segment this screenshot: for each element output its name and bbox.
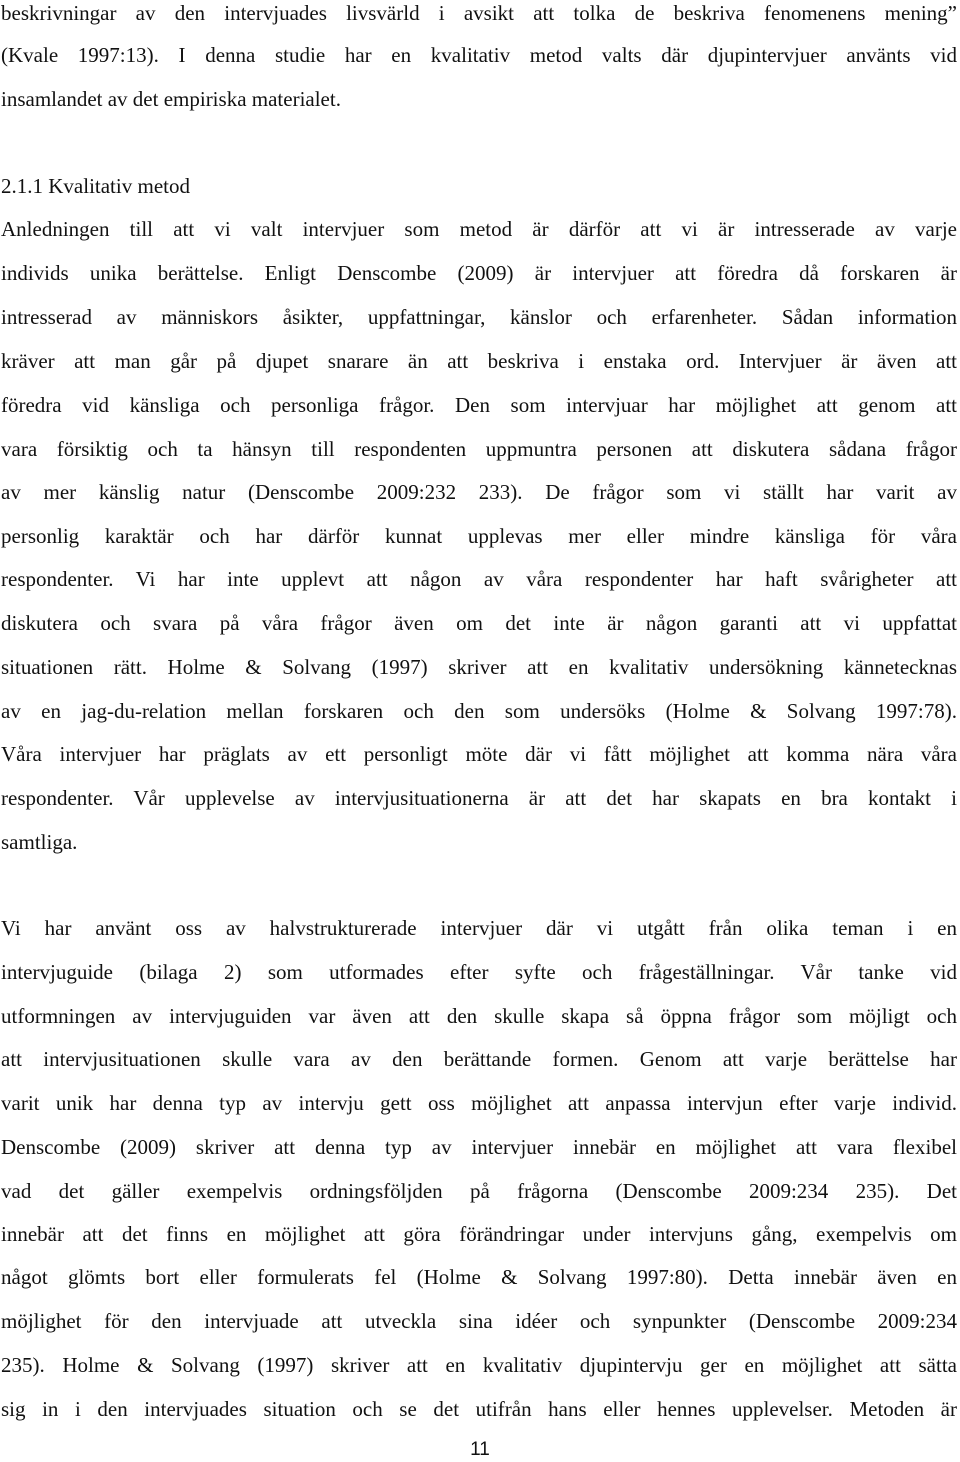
text-line: 235). Holme & Solvang (1997) skriver att en kvalitativ djupintervju ger en möjlighet att sätta <box>1 1353 957 1377</box>
text-line: varit unik har denna typ av intervju gett oss möjlighet att anpassa intervjun efter varje individ. <box>1 1091 957 1115</box>
text-line: Vi har använt oss av halvstrukturerade intervjuer där vi utgått från olika teman i en <box>1 916 957 940</box>
text-line: Denscombe (2009) skriver att denna typ av intervjuer innebär en möjlighet att vara flexibel <box>1 1135 957 1159</box>
section-heading: 2.1.1 Kvalitativ metod <box>1 174 190 198</box>
text-line: personlig karaktär och har därför kunnat upplevas mer eller mindre känsliga för våra <box>1 524 957 548</box>
text-line: att intervjusituationen skulle vara av den berättande formen. Genom att varje berättelse har <box>1 1047 957 1071</box>
text-line: situationen rätt. Holme & Solvang (1997) skriver att en kvalitativ undersökning kännetecknas <box>1 655 957 679</box>
text-line: intresserad av människors åsikter, uppfattningar, känslor och erfarenheter. Sådan information <box>1 305 957 329</box>
text-line: Våra intervjuer har präglats av ett personligt möte där vi fått möjlighet att komma nära våra <box>1 742 957 766</box>
text-line: individs unika berättelse. Enligt Denscombe (2009) är intervjuer att föredra då forskaren är <box>1 261 957 285</box>
text-line: respondenter. Vi har inte upplevt att någon av våra respondenter har haft svårigheter att <box>1 567 957 591</box>
page-number: 11 <box>470 1439 490 1460</box>
text-line: utformningen av intervjuguiden var även att den skulle skapa så öppna frågor som möjligt och <box>1 1004 957 1028</box>
text-line: föredra vid känsliga och personliga frågor. Den som intervjuar har möjlighet att genom att <box>1 393 957 417</box>
text-line: diskutera och svara på våra frågor även om det inte är någon garanti att vi uppfattat <box>1 611 957 635</box>
text-line: beskrivningar av den intervjuades livsvärld i avsikt att tolka de beskriva fenomenens mening” <box>1 1 957 25</box>
text-line: samtliga. <box>1 830 78 854</box>
text-line: vara försiktig och ta hänsyn till respondenten uppmuntra personen att diskutera sådana frågor <box>1 437 957 461</box>
text-line: respondenter. Vår upplevelse av intervjusituationerna är att det har skapats en bra kontakt i <box>1 786 957 810</box>
text-line: intervjuguide (bilaga 2) som utformades efter syfte och frågeställningar. Vår tanke vid <box>1 960 957 984</box>
text-line: av en jag-du-relation mellan forskaren och den som undersöks (Holme & Solvang 1997:78). <box>1 699 957 723</box>
text-line: Anledningen till att vi valt intervjuer som metod är därför att vi är intresserade av varje <box>1 217 957 241</box>
text-line: vad det gäller exempelvis ordningsföljden på frågorna (Denscombe 2009:234 235). Det <box>1 1179 957 1203</box>
text-line: insamlandet av det empiriska materialet. <box>1 87 341 111</box>
text-line: innebär att det finns en möjlighet att göra förändringar under intervjuns gång, exempelvis om <box>1 1222 957 1246</box>
text-line: av mer känslig natur (Denscombe 2009:232 233). De frågor som vi ställt har varit av <box>1 480 957 504</box>
text-line: kräver att man går på djupet snarare än att beskriva i enstaka ord. Intervjuer är även att <box>1 349 957 373</box>
text-line: sig in i den intervjuades situation och se det utifrån hans eller hennes upplevelser. Metoden är <box>1 1397 957 1421</box>
text-line: något glömts bort eller formulerats fel (Holme & Solvang 1997:80). Detta innebär även en <box>1 1265 957 1289</box>
text-line: möjlighet för den intervjuade att utveckla sina idéer och synpunkter (Denscombe 2009:234 <box>1 1309 957 1333</box>
text-line: (Kvale 1997:13). I denna studie har en kvalitativ metod valts där djupintervjuer använts vid <box>1 43 957 67</box>
